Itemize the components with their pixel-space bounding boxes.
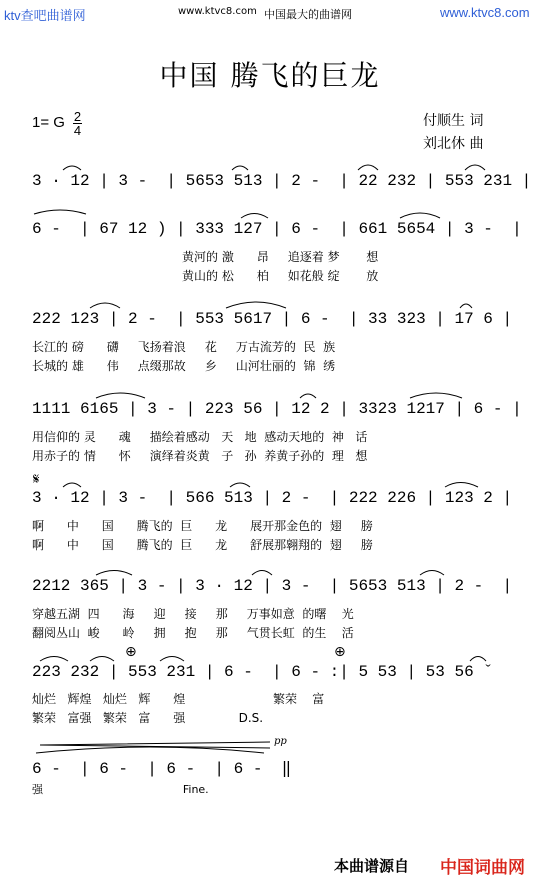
watermark-right: www.ktvc8.com (440, 5, 530, 20)
dynamic-pp: pp (274, 736, 287, 747)
lyrics-line-2a: 黄河的 激 昂 追逐着 梦 想 (182, 250, 379, 264)
lyrics-line-5b: 啊 中 国 腾飞的 巨 龙 舒展那翱翔的 翅 膀 (32, 538, 373, 552)
lyrics-line-4a: 用信仰的 灵 魂 描绘着感动 天 地 感动天地的 神 话 (32, 430, 368, 444)
footer-source: 本曲谱源自 (334, 857, 410, 875)
score-line-5: 3 · 12 | 3 - | 566 513 | 2 - | 222 226 | 123 2 | (32, 489, 513, 507)
score-line-6: 2212 365 | 3 - | 3 · 12 | 3 - | 5653 513 | 2 - | (32, 577, 513, 595)
lyrics-line-6b: 翻阅丛山 峻 岭 拥 抱 那 气贯长虹 的生 活 (32, 626, 354, 640)
lyrics-line-3b: 长城的 雄 伟 点缀那故 乡 山河壮丽的 锦 绣 (32, 359, 336, 373)
lyrics-line-3a: 长江的 磅 礴 飞扬着浪 花 万古流芳的 民 族 (32, 340, 336, 354)
song-title: 中国 腾飞的巨龙 (159, 59, 381, 92)
lyrics-line-8: 强 Fine. (32, 783, 209, 796)
lyrics-line-7b: 繁荣 富强 繁荣 富 强 D.S. (32, 711, 264, 725)
score-line-1: 3 · 12 | 3 - | 5653 513 | 2 - | 22 232 | 553 231 | (32, 172, 532, 190)
coda-sign-2: ⊕ (334, 644, 346, 660)
lyrics-line-6a: 穿越五湖 四 海 迎 接 那 万事如意 的曙 光 (32, 607, 354, 621)
time-signature (73, 110, 82, 137)
score-line-2: 6 - | 67 12 ) | 333 127 | 6 - | 661 5654 | 3 - | (32, 220, 522, 238)
lyrics-line-2b: 黄山的 松 柏 如花般 绽 放 (182, 269, 379, 283)
lyrics-line-5a: 啊 中 国 腾飞的 巨 龙 展开那金色的 翅 膀 (32, 519, 373, 533)
lyrics-line-7a: 灿烂 辉煌 灿烂 辉 煌 繁荣 富 (32, 692, 325, 706)
time-sig-top: 2 (73, 109, 82, 124)
composer: 刘北休 曲 (423, 136, 484, 152)
time-sig-bottom: 4 (73, 123, 82, 138)
key-signature: 1= G (32, 114, 65, 131)
coda-sign-1: ⊕ (125, 644, 137, 660)
score-line-7: 223 232 | 553 231 | 6 - | 6 - :| 5 53 | 53 56 ˇ (32, 663, 493, 681)
footer-site[interactable]: 中国词曲网 (440, 858, 525, 878)
watermark-center-url: www.ktvc8.com (178, 6, 257, 17)
score-line-8: 6 - | 6 - | 6 - | 6 - ‖ (32, 760, 292, 778)
lyrics-line-4b: 用赤子的 情 怀 演绎着炎黄 子 孙 养黄子孙的 理 想 (32, 449, 368, 463)
lyricist: 付顺生 词 (423, 113, 484, 129)
score-line-4: 1111 6165 | 3 - | 223 56 | 12 2 | 3323 1217 | 6 - | (32, 400, 522, 418)
segno-sign: 𝄋 (33, 470, 40, 488)
score-line-3: 222 123 | 2 - | 553 5617 | 6 - | 33 323 | 17 6 | (32, 310, 513, 328)
watermark-center-text: 中国最大的曲谱网 (264, 8, 352, 21)
watermark-left: ktv查吧曲谱网 (4, 8, 86, 23)
